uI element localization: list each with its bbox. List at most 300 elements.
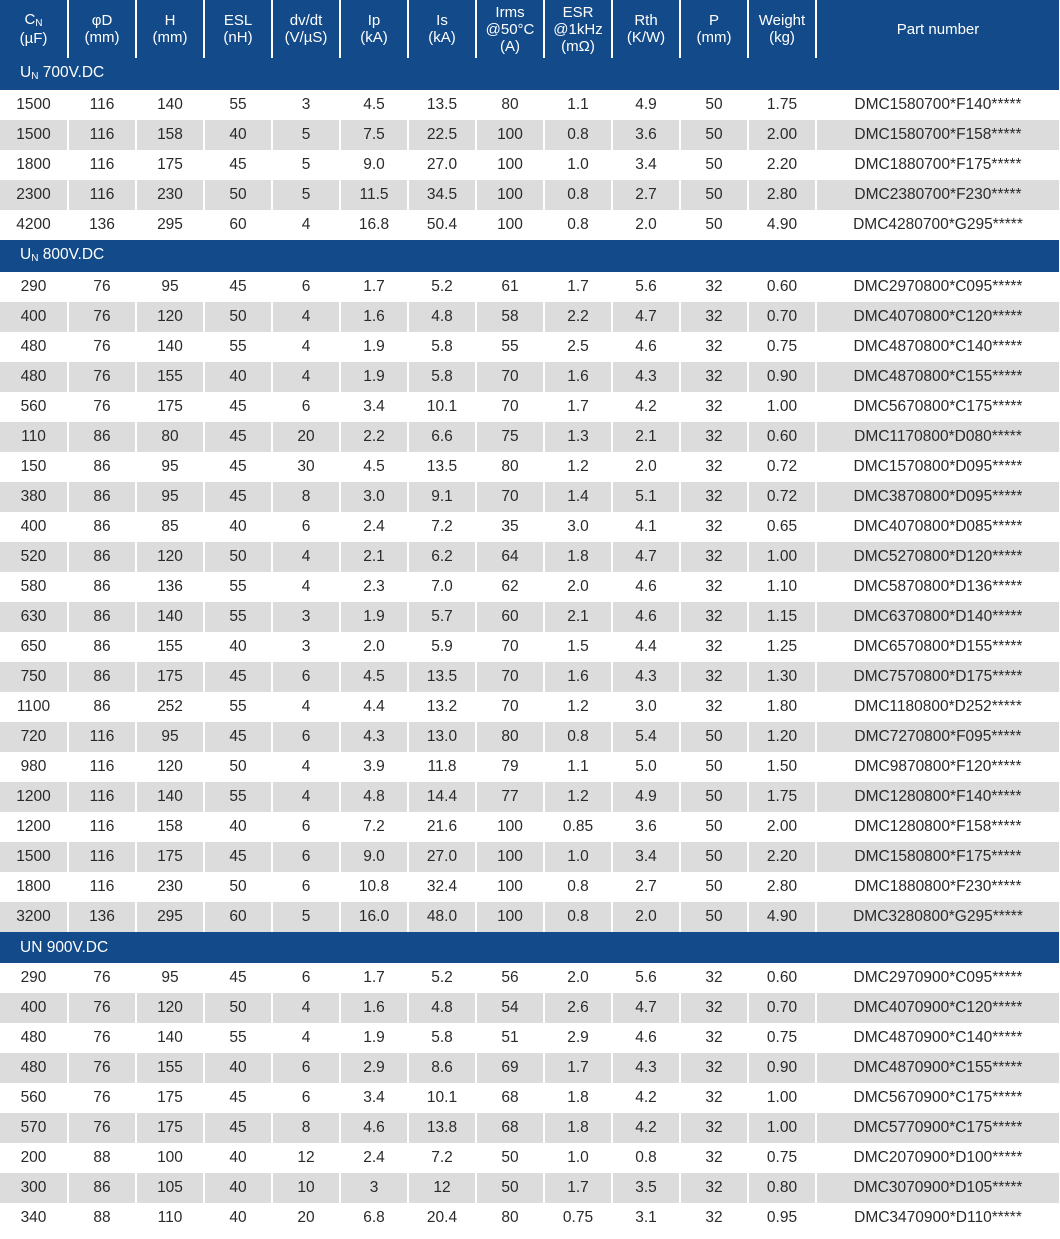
table-cell: 120 bbox=[137, 302, 205, 332]
table-cell: 4.4 bbox=[341, 692, 409, 722]
table-cell: 40 bbox=[205, 1053, 273, 1083]
table-cell: 136 bbox=[137, 572, 205, 602]
table-cell: 4 bbox=[273, 782, 341, 812]
table-cell: 5.1 bbox=[613, 482, 681, 512]
table-cell: 6 bbox=[273, 1053, 341, 1083]
table-cell: 5.7 bbox=[409, 602, 477, 632]
part-number-cell: DMC1170800*D080***** bbox=[817, 422, 1059, 452]
table-cell: 200 bbox=[0, 1143, 69, 1173]
table-cell: 45 bbox=[205, 1113, 273, 1143]
table-cell: 0.8 bbox=[545, 872, 613, 902]
table-cell: 0.70 bbox=[749, 993, 817, 1023]
table-cell: 45 bbox=[205, 422, 273, 452]
table-cell: 1.50 bbox=[749, 752, 817, 782]
table-cell: 7.0 bbox=[409, 572, 477, 602]
table-cell: 1500 bbox=[0, 120, 69, 150]
table-cell: 50 bbox=[205, 542, 273, 572]
table-cell: 4.6 bbox=[613, 602, 681, 632]
table-cell: 2.00 bbox=[749, 812, 817, 842]
table-cell: 45 bbox=[205, 722, 273, 752]
table-cell: 175 bbox=[137, 150, 205, 180]
column-header-unit: (kA) bbox=[428, 29, 456, 46]
table-cell: 2.7 bbox=[613, 872, 681, 902]
part-number-cell: DMC4070800*C120***** bbox=[817, 302, 1059, 332]
table-cell: 140 bbox=[137, 90, 205, 120]
table-cell: 76 bbox=[69, 963, 137, 993]
table-cell: 1.7 bbox=[341, 272, 409, 302]
table-cell: 68 bbox=[477, 1083, 545, 1113]
table-cell: 0.72 bbox=[749, 452, 817, 482]
table-cell: 2.5 bbox=[545, 332, 613, 362]
table-cell: 116 bbox=[69, 842, 137, 872]
table-cell: 76 bbox=[69, 993, 137, 1023]
table-cell: 70 bbox=[477, 362, 545, 392]
table-cell: 155 bbox=[137, 1053, 205, 1083]
column-header bbox=[681, 0, 749, 58]
table-cell: 50 bbox=[477, 1173, 545, 1203]
table-cell: 80 bbox=[137, 422, 205, 452]
table-cell: 4.90 bbox=[749, 902, 817, 932]
table-cell: 2.0 bbox=[613, 210, 681, 240]
part-number-cell: DMC7270800*F095***** bbox=[817, 722, 1059, 752]
table-cell: 380 bbox=[0, 482, 69, 512]
column-header-label: Weight bbox=[758, 12, 806, 29]
table-cell: 32 bbox=[681, 1053, 749, 1083]
voltage-group-row bbox=[0, 932, 1059, 963]
column-header-unit: (A) bbox=[500, 37, 520, 55]
table-cell: 32 bbox=[681, 602, 749, 632]
column-header-label: C bbox=[24, 11, 36, 28]
table-cell: 3.4 bbox=[613, 150, 681, 180]
table-cell: 14.4 bbox=[409, 782, 477, 812]
table-row bbox=[0, 1023, 1059, 1053]
table-cell: 11.8 bbox=[409, 752, 477, 782]
table-cell: 13.8 bbox=[409, 1113, 477, 1143]
table-cell: 0.70 bbox=[749, 302, 817, 332]
part-number-cell: DMC4870900*C155***** bbox=[817, 1053, 1059, 1083]
table-cell: 55 bbox=[205, 782, 273, 812]
table-cell: 3200 bbox=[0, 902, 69, 932]
table-cell: 140 bbox=[137, 782, 205, 812]
column-header-label: Rth bbox=[634, 12, 658, 29]
table-cell: 6.2 bbox=[409, 542, 477, 572]
table-cell: 64 bbox=[477, 542, 545, 572]
table-cell: 35 bbox=[477, 512, 545, 542]
table-cell: 86 bbox=[69, 632, 137, 662]
table-cell: 4.7 bbox=[613, 302, 681, 332]
column-header-unit: (mm) bbox=[84, 29, 120, 46]
table-cell: 61 bbox=[477, 272, 545, 302]
table-cell: 3 bbox=[341, 1173, 409, 1203]
table-cell: 1.00 bbox=[749, 542, 817, 572]
table-row bbox=[0, 722, 1059, 752]
table-cell: 3.6 bbox=[613, 812, 681, 842]
table-cell: 20.4 bbox=[409, 1203, 477, 1233]
table-cell: 2.1 bbox=[341, 542, 409, 572]
table-cell: 1.7 bbox=[545, 392, 613, 422]
table-cell: 76 bbox=[69, 1023, 137, 1053]
column-header-unit: (mΩ) bbox=[561, 37, 595, 55]
table-cell: 6.6 bbox=[409, 422, 477, 452]
table-cell: 45 bbox=[205, 272, 273, 302]
table-cell: 50 bbox=[205, 752, 273, 782]
table-cell: 155 bbox=[137, 632, 205, 662]
column-header bbox=[69, 0, 137, 58]
table-cell: 116 bbox=[69, 150, 137, 180]
table-cell: 4.3 bbox=[613, 362, 681, 392]
part-number-cell: DMC4070900*C120***** bbox=[817, 993, 1059, 1023]
column-header bbox=[817, 0, 1059, 58]
table-cell: 55 bbox=[205, 572, 273, 602]
table-cell: 300 bbox=[0, 1173, 69, 1203]
table-cell: 1.9 bbox=[341, 602, 409, 632]
table-cell: 32 bbox=[681, 1023, 749, 1053]
table-cell: 2.2 bbox=[341, 422, 409, 452]
table-cell: 100 bbox=[137, 1143, 205, 1173]
table-cell: 4 bbox=[273, 332, 341, 362]
part-number-cell: DMC1880700*F175***** bbox=[854, 156, 1022, 173]
table-cell: 55 bbox=[205, 1023, 273, 1053]
table-cell: 6 bbox=[273, 812, 341, 842]
table-cell: 60 bbox=[205, 210, 273, 240]
table-cell: 76 bbox=[69, 272, 137, 302]
table-cell: 2.0 bbox=[341, 632, 409, 662]
part-number-cell: DMC1180800*D252***** bbox=[854, 698, 1022, 715]
table-cell: 68 bbox=[477, 1113, 545, 1143]
table-cell: 2.3 bbox=[341, 572, 409, 602]
table-cell: 1.9 bbox=[341, 1023, 409, 1053]
table-cell: 86 bbox=[69, 572, 137, 602]
table-cell: 5.2 bbox=[409, 272, 477, 302]
table-cell: 32 bbox=[681, 1203, 749, 1233]
table-cell: 520 bbox=[0, 542, 69, 572]
table-row bbox=[0, 692, 1059, 722]
table-cell: 4 bbox=[273, 362, 341, 392]
table-cell: 27.0 bbox=[409, 842, 477, 872]
table-cell: 13.2 bbox=[409, 692, 477, 722]
table-cell: 69 bbox=[477, 1053, 545, 1083]
table-cell: 0.90 bbox=[749, 1053, 817, 1083]
part-number-cell: DMC5270800*D120***** bbox=[817, 542, 1059, 572]
column-header bbox=[409, 0, 477, 58]
table-cell: 60 bbox=[477, 602, 545, 632]
table-cell: 6 bbox=[273, 272, 341, 302]
table-cell: 32 bbox=[681, 542, 749, 572]
table-cell: 86 bbox=[69, 662, 137, 692]
table-cell: 140 bbox=[137, 332, 205, 362]
table-cell: 4.6 bbox=[613, 332, 681, 362]
table-cell: 0.72 bbox=[749, 482, 817, 512]
table-cell: 6 bbox=[273, 842, 341, 872]
table-row bbox=[0, 422, 1059, 452]
table-row bbox=[0, 302, 1059, 332]
table-cell: 1200 bbox=[0, 782, 69, 812]
table-cell: 40 bbox=[205, 512, 273, 542]
table-cell: 3.0 bbox=[613, 692, 681, 722]
table-cell: 16.0 bbox=[341, 902, 409, 932]
table-cell: 58 bbox=[477, 302, 545, 332]
column-header-unit: (V/µS) bbox=[284, 29, 328, 46]
table-cell: 2.0 bbox=[613, 902, 681, 932]
table-cell: 0.8 bbox=[613, 1143, 681, 1173]
table-cell: 105 bbox=[137, 1173, 205, 1203]
table-cell: 76 bbox=[69, 392, 137, 422]
table-cell: 116 bbox=[69, 90, 137, 120]
column-header-unit: (kA) bbox=[360, 29, 388, 46]
table-row bbox=[0, 1203, 1059, 1233]
table-cell: 4 bbox=[273, 302, 341, 332]
table-cell: 0.80 bbox=[749, 1173, 817, 1203]
table-cell: 295 bbox=[137, 210, 205, 240]
table-cell: 50 bbox=[681, 150, 749, 180]
table-cell: 5.6 bbox=[613, 272, 681, 302]
table-cell: 75 bbox=[477, 422, 545, 452]
table-cell: 3 bbox=[273, 632, 341, 662]
table-cell: 5 bbox=[273, 120, 341, 150]
table-cell: 1.00 bbox=[749, 1083, 817, 1113]
table-cell: 0.60 bbox=[749, 422, 817, 452]
table-cell: 32 bbox=[681, 332, 749, 362]
table-row bbox=[0, 362, 1059, 392]
table-row bbox=[0, 662, 1059, 692]
table-cell: 2.80 bbox=[749, 180, 817, 210]
table-cell: 150 bbox=[0, 452, 69, 482]
table-cell: 12 bbox=[273, 1143, 341, 1173]
table-cell: 116 bbox=[69, 180, 137, 210]
table-cell: 8 bbox=[273, 482, 341, 512]
table-cell: 32 bbox=[681, 632, 749, 662]
table-cell: 5 bbox=[273, 902, 341, 932]
column-header-label: dv/dt bbox=[289, 12, 323, 29]
table-cell: 110 bbox=[0, 422, 69, 452]
table-cell: 50 bbox=[681, 842, 749, 872]
column-header-label: Is bbox=[436, 12, 448, 29]
table-cell: 3 bbox=[273, 90, 341, 120]
table-cell: 136 bbox=[69, 902, 137, 932]
table-cell: 7.2 bbox=[409, 1143, 477, 1173]
table-cell: 116 bbox=[69, 872, 137, 902]
table-cell: 5.6 bbox=[613, 963, 681, 993]
table-cell: 116 bbox=[69, 752, 137, 782]
table-cell: 32 bbox=[681, 482, 749, 512]
part-number-cell: DMC4280700*G295***** bbox=[853, 216, 1023, 233]
table-cell: 30 bbox=[273, 452, 341, 482]
table-cell: 76 bbox=[69, 1053, 137, 1083]
part-number-cell: DMC5670900*C175***** bbox=[853, 1089, 1023, 1106]
table-cell: 2.20 bbox=[749, 842, 817, 872]
table-cell: 2.2 bbox=[545, 302, 613, 332]
table-cell: 6 bbox=[273, 512, 341, 542]
table-row bbox=[0, 1173, 1059, 1203]
part-number-cell: DMC1280800*F140***** bbox=[817, 782, 1059, 812]
table-cell: 21.6 bbox=[409, 812, 477, 842]
table-cell: 16.8 bbox=[341, 210, 409, 240]
table-cell: 480 bbox=[0, 1023, 69, 1053]
table-cell: 5.2 bbox=[409, 963, 477, 993]
table-cell: 70 bbox=[477, 662, 545, 692]
table-cell: 27.0 bbox=[409, 150, 477, 180]
table-cell: 0.8 bbox=[545, 902, 613, 932]
table-cell: 80 bbox=[477, 452, 545, 482]
table-cell: 4 bbox=[273, 993, 341, 1023]
table-cell: 50 bbox=[681, 902, 749, 932]
column-header-label: φD bbox=[91, 12, 113, 29]
table-cell: 62 bbox=[477, 572, 545, 602]
table-cell: 1.00 bbox=[749, 1113, 817, 1143]
table-cell: 40 bbox=[205, 1173, 273, 1203]
table-cell: 650 bbox=[0, 632, 69, 662]
table-cell: 51 bbox=[477, 1023, 545, 1053]
column-header-unit: (µF) bbox=[19, 30, 48, 47]
table-cell: 1.4 bbox=[545, 482, 613, 512]
table-cell: 290 bbox=[0, 963, 69, 993]
table-cell: 3.5 bbox=[613, 1173, 681, 1203]
table-cell: 5.8 bbox=[409, 332, 477, 362]
table-cell: 4 bbox=[273, 1023, 341, 1053]
part-number-cell: DMC2070900*D100***** bbox=[853, 1149, 1023, 1166]
table-cell: 1.25 bbox=[749, 632, 817, 662]
part-number-cell: DMC9870800*F120***** bbox=[854, 758, 1022, 775]
table-cell: 32 bbox=[681, 963, 749, 993]
table-cell: 32 bbox=[681, 362, 749, 392]
table-cell: 32 bbox=[681, 512, 749, 542]
table-cell: 4.3 bbox=[341, 722, 409, 752]
table-cell: 400 bbox=[0, 302, 69, 332]
table-cell: 12 bbox=[409, 1173, 477, 1203]
table-cell: 95 bbox=[137, 963, 205, 993]
table-row bbox=[0, 180, 1059, 210]
table-cell: 1.80 bbox=[749, 692, 817, 722]
table-cell: 580 bbox=[0, 572, 69, 602]
table-cell: 1.2 bbox=[545, 692, 613, 722]
table-cell: 2.1 bbox=[613, 422, 681, 452]
table-cell: 55 bbox=[205, 332, 273, 362]
column-header bbox=[613, 0, 681, 58]
table-cell: 110 bbox=[137, 1203, 205, 1233]
table-cell: 86 bbox=[69, 542, 137, 572]
table-cell: 480 bbox=[0, 362, 69, 392]
table-cell: 32.4 bbox=[409, 872, 477, 902]
table-cell: 140 bbox=[137, 1023, 205, 1053]
voltage-subscript: N bbox=[31, 253, 39, 264]
part-number-cell: DMC1580700*F140***** bbox=[854, 96, 1022, 113]
table-cell: 50 bbox=[681, 120, 749, 150]
column-header bbox=[545, 0, 613, 58]
table-cell: 88 bbox=[69, 1143, 137, 1173]
table-cell: 1.7 bbox=[545, 272, 613, 302]
table-cell: 40 bbox=[205, 812, 273, 842]
table-cell: 45 bbox=[205, 842, 273, 872]
column-header-label: Part number bbox=[896, 20, 980, 38]
table-row bbox=[0, 210, 1059, 240]
table-cell: 70 bbox=[477, 482, 545, 512]
table-cell: 10.1 bbox=[409, 392, 477, 422]
table-cell: 5 bbox=[273, 180, 341, 210]
table-cell: 4 bbox=[273, 572, 341, 602]
table-cell: 4.9 bbox=[613, 782, 681, 812]
table-cell: 100 bbox=[477, 902, 545, 932]
table-cell: 4 bbox=[273, 210, 341, 240]
table-cell: 0.75 bbox=[545, 1203, 613, 1233]
table-cell: 2.1 bbox=[545, 602, 613, 632]
table-cell: 4.9 bbox=[613, 90, 681, 120]
table-cell: 120 bbox=[137, 542, 205, 572]
table-cell: 100 bbox=[477, 150, 545, 180]
table-cell: 1.1 bbox=[545, 752, 613, 782]
part-number-cell: DMC4870800*C155***** bbox=[817, 362, 1059, 392]
table-cell: 4.6 bbox=[613, 1023, 681, 1053]
part-number-cell: DMC7570800*D175***** bbox=[817, 662, 1059, 692]
table-cell: 13.5 bbox=[409, 90, 477, 120]
table-cell: 45 bbox=[205, 662, 273, 692]
table-cell: 1.30 bbox=[749, 662, 817, 692]
table-cell: 2.6 bbox=[545, 993, 613, 1023]
table-cell: 175 bbox=[137, 1083, 205, 1113]
table-cell: 5 bbox=[273, 150, 341, 180]
table-cell: 4 bbox=[273, 752, 341, 782]
voltage-subscript: N bbox=[31, 71, 39, 82]
table-cell: 4.3 bbox=[613, 662, 681, 692]
table-cell: 32 bbox=[681, 302, 749, 332]
table-cell: 750 bbox=[0, 662, 69, 692]
table-cell: 6 bbox=[273, 722, 341, 752]
column-header bbox=[341, 0, 409, 58]
table-cell: 0.95 bbox=[749, 1203, 817, 1233]
table-row bbox=[0, 392, 1059, 422]
table-header bbox=[0, 0, 1059, 58]
part-number-cell: DMC2970800*C095***** bbox=[853, 278, 1023, 295]
table-cell: 13.0 bbox=[409, 722, 477, 752]
table-cell: 50 bbox=[205, 993, 273, 1023]
table-cell: 155 bbox=[137, 362, 205, 392]
voltage-symbol: U bbox=[20, 64, 32, 81]
table-cell: 48.0 bbox=[409, 902, 477, 932]
voltage-group-label bbox=[0, 240, 1059, 272]
table-cell: 0.60 bbox=[749, 963, 817, 993]
table-cell: 120 bbox=[137, 993, 205, 1023]
table-cell: 55 bbox=[205, 90, 273, 120]
table-row bbox=[0, 512, 1059, 542]
table-row bbox=[0, 452, 1059, 482]
table-cell: 0.8 bbox=[545, 120, 613, 150]
table-cell: 4.7 bbox=[613, 542, 681, 572]
table-cell: 3.4 bbox=[341, 1083, 409, 1113]
column-header bbox=[0, 0, 69, 58]
table-cell: 86 bbox=[69, 422, 137, 452]
table-cell: 13.5 bbox=[409, 452, 477, 482]
table-cell: 230 bbox=[137, 872, 205, 902]
table-row bbox=[0, 812, 1059, 842]
table-cell: 3.6 bbox=[613, 120, 681, 150]
table-cell: 4.5 bbox=[341, 662, 409, 692]
column-header-unit: (kg) bbox=[769, 29, 795, 46]
table-cell: 120 bbox=[137, 752, 205, 782]
table-cell: 1.2 bbox=[545, 782, 613, 812]
table-cell: 100 bbox=[477, 872, 545, 902]
table-cell: 6 bbox=[273, 872, 341, 902]
table-cell: 1.0 bbox=[545, 150, 613, 180]
table-cell: 10.8 bbox=[341, 872, 409, 902]
table-row bbox=[0, 482, 1059, 512]
table-cell: 1800 bbox=[0, 872, 69, 902]
table-cell: 32 bbox=[681, 993, 749, 1023]
table-cell: 1.7 bbox=[545, 1173, 613, 1203]
table-cell: 630 bbox=[0, 602, 69, 632]
table-cell: 7.2 bbox=[341, 812, 409, 842]
table-cell: 95 bbox=[137, 452, 205, 482]
table-cell: 720 bbox=[0, 722, 69, 752]
column-header-unit: (mm) bbox=[152, 29, 188, 46]
